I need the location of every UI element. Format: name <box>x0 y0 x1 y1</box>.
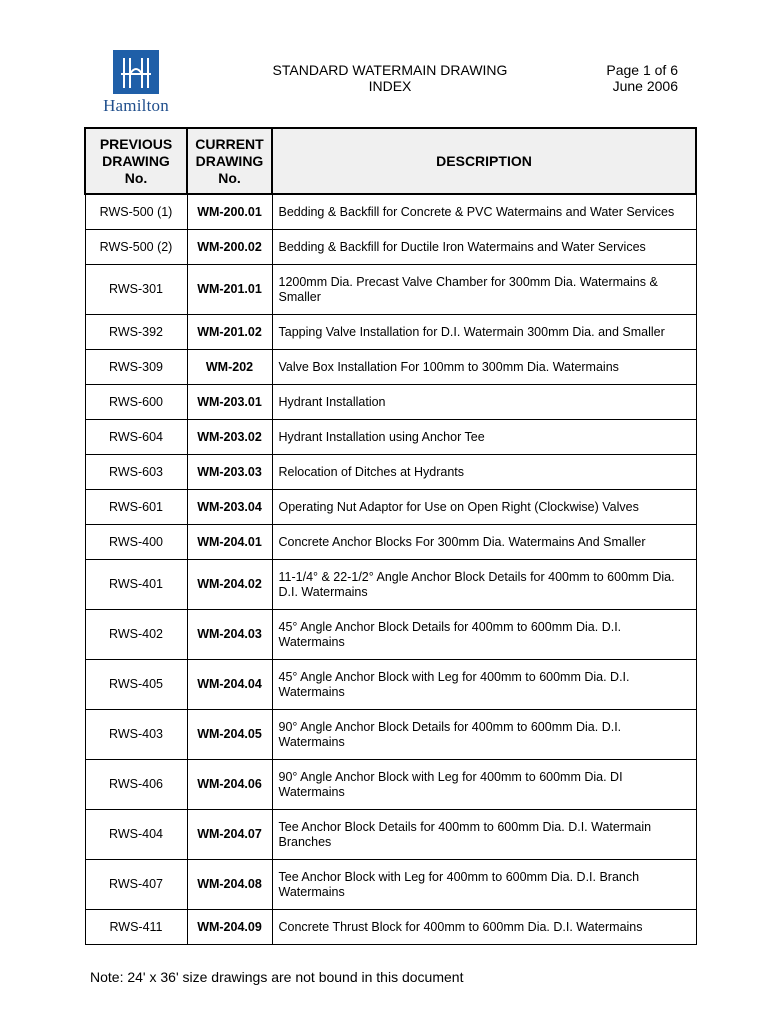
previous-drawing-number: RWS-603 <box>85 455 187 490</box>
drawing-description: 11-1/4° & 22-1/2° Angle Anchor Block Details for 400mm to 600mm Dia. D.I. Watermains <box>272 560 696 610</box>
previous-drawing-number: RWS-406 <box>85 760 187 810</box>
previous-drawing-number: RWS-600 <box>85 385 187 420</box>
table-row <box>85 610 696 660</box>
previous-drawing-number: RWS-405 <box>85 660 187 710</box>
current-drawing-number: WM-200.01 <box>187 194 272 230</box>
title-line-2: INDEX <box>368 78 412 94</box>
table-row <box>85 490 696 525</box>
current-drawing-number: WM-204.08 <box>187 860 272 910</box>
table-row <box>85 230 696 265</box>
drawing-description: Tee Anchor Block with Leg for 400mm to 600mm Dia. D.I. Branch Watermains <box>272 860 696 910</box>
drawing-description: 90° Angle Anchor Block Details for 400mm to 600mm Dia. D.I. Watermains <box>272 710 696 760</box>
drawing-description: 1200mm Dia. Precast Valve Chamber for 300mm Dia. Watermains & Smaller <box>272 265 696 315</box>
page-number: Page 1 of 6 <box>606 62 678 78</box>
drawing-index-table <box>84 127 697 945</box>
logo-text: Hamilton <box>103 96 169 115</box>
current-drawing-number: WM-204.06 <box>187 760 272 810</box>
column-header-description: DESCRIPTION <box>272 128 696 194</box>
previous-drawing-number: RWS-402 <box>85 610 187 660</box>
previous-drawing-number: RWS-309 <box>85 350 187 385</box>
previous-drawing-number: RWS-500 (2) <box>85 230 187 265</box>
current-drawing-number: WM-203.02 <box>187 420 272 455</box>
previous-drawing-number: RWS-601 <box>85 490 187 525</box>
drawing-description: 45° Angle Anchor Block with Leg for 400mm to 600mm Dia. D.I. Watermains <box>272 660 696 710</box>
table-row <box>85 315 696 350</box>
table-header-row <box>85 128 696 194</box>
current-drawing-number: WM-204.05 <box>187 710 272 760</box>
previous-drawing-number: RWS-392 <box>85 315 187 350</box>
drawing-description: Tapping Valve Installation for D.I. Watermain 300mm Dia. and Smaller <box>272 315 696 350</box>
current-drawing-number: WM-202 <box>187 350 272 385</box>
current-drawing-number: WM-204.03 <box>187 610 272 660</box>
current-drawing-number: WM-204.07 <box>187 810 272 860</box>
current-drawing-number: WM-203.01 <box>187 385 272 420</box>
previous-drawing-number: RWS-404 <box>85 810 187 860</box>
drawing-description: 90° Angle Anchor Block with Leg for 400mm to 600mm Dia. DI Watermains <box>272 760 696 810</box>
current-drawing-number: WM-204.02 <box>187 560 272 610</box>
table-row <box>85 265 696 315</box>
current-drawing-number: WM-204.04 <box>187 660 272 710</box>
table-row <box>85 810 696 860</box>
current-drawing-number: WM-201.02 <box>187 315 272 350</box>
previous-drawing-number: RWS-411 <box>85 910 187 945</box>
hamilton-emblem-icon <box>113 50 159 94</box>
table-row <box>85 420 696 455</box>
drawing-description: Concrete Anchor Blocks For 300mm Dia. Watermains And Smaller <box>272 525 696 560</box>
drawing-description: Bedding & Backfill for Concrete & PVC Watermains and Water Services <box>272 194 696 230</box>
hamilton-logo <box>96 50 176 116</box>
drawing-description: Hydrant Installation <box>272 385 696 420</box>
current-drawing-number: WM-204.01 <box>187 525 272 560</box>
drawing-description: Bedding & Backfill for Ductile Iron Watermains and Water Services <box>272 230 696 265</box>
drawing-description: Valve Box Installation For 100mm to 300mm Dia. Watermains <box>272 350 696 385</box>
table-row <box>85 385 696 420</box>
table-row <box>85 760 696 810</box>
previous-drawing-number: RWS-407 <box>85 860 187 910</box>
drawing-description: Concrete Thrust Block for 400mm to 600mm Dia. D.I. Watermains <box>272 910 696 945</box>
drawing-description: 45° Angle Anchor Block Details for 400mm to 600mm Dia. D.I. Watermains <box>272 610 696 660</box>
page-info <box>560 62 678 94</box>
previous-drawing-number: RWS-604 <box>85 420 187 455</box>
document-title <box>240 62 540 94</box>
previous-drawing-number: RWS-500 (1) <box>85 194 187 230</box>
previous-drawing-number: RWS-401 <box>85 560 187 610</box>
title-line-1: STANDARD WATERMAIN DRAWING <box>272 62 508 78</box>
previous-drawing-number: RWS-301 <box>85 265 187 315</box>
table-row <box>85 455 696 490</box>
drawing-description: Operating Nut Adaptor for Use on Open Right (Clockwise) Valves <box>272 490 696 525</box>
table-row <box>85 910 696 945</box>
footer-note: Note: 24' x 36' size drawings are not bound in this document <box>90 969 464 985</box>
table-row <box>85 660 696 710</box>
table-row <box>85 860 696 910</box>
drawing-description: Tee Anchor Block Details for 400mm to 600mm Dia. D.I. Watermain Branches <box>272 810 696 860</box>
document-date: June 2006 <box>612 78 678 94</box>
table-row <box>85 350 696 385</box>
table-row <box>85 560 696 610</box>
current-drawing-number: WM-203.03 <box>187 455 272 490</box>
current-drawing-number: WM-204.09 <box>187 910 272 945</box>
table-row <box>85 525 696 560</box>
previous-drawing-number: RWS-403 <box>85 710 187 760</box>
current-drawing-number: WM-200.02 <box>187 230 272 265</box>
previous-drawing-number: RWS-400 <box>85 525 187 560</box>
drawing-description: Relocation of Ditches at Hydrants <box>272 455 696 490</box>
current-drawing-number: WM-201.01 <box>187 265 272 315</box>
column-header-previous: PREVIOUS DRAWING No. <box>85 128 187 194</box>
drawing-description: Hydrant Installation using Anchor Tee <box>272 420 696 455</box>
current-drawing-number: WM-203.04 <box>187 490 272 525</box>
table-row <box>85 710 696 760</box>
column-header-current: CURRENT DRAWING No. <box>187 128 272 194</box>
table-row <box>85 194 696 230</box>
